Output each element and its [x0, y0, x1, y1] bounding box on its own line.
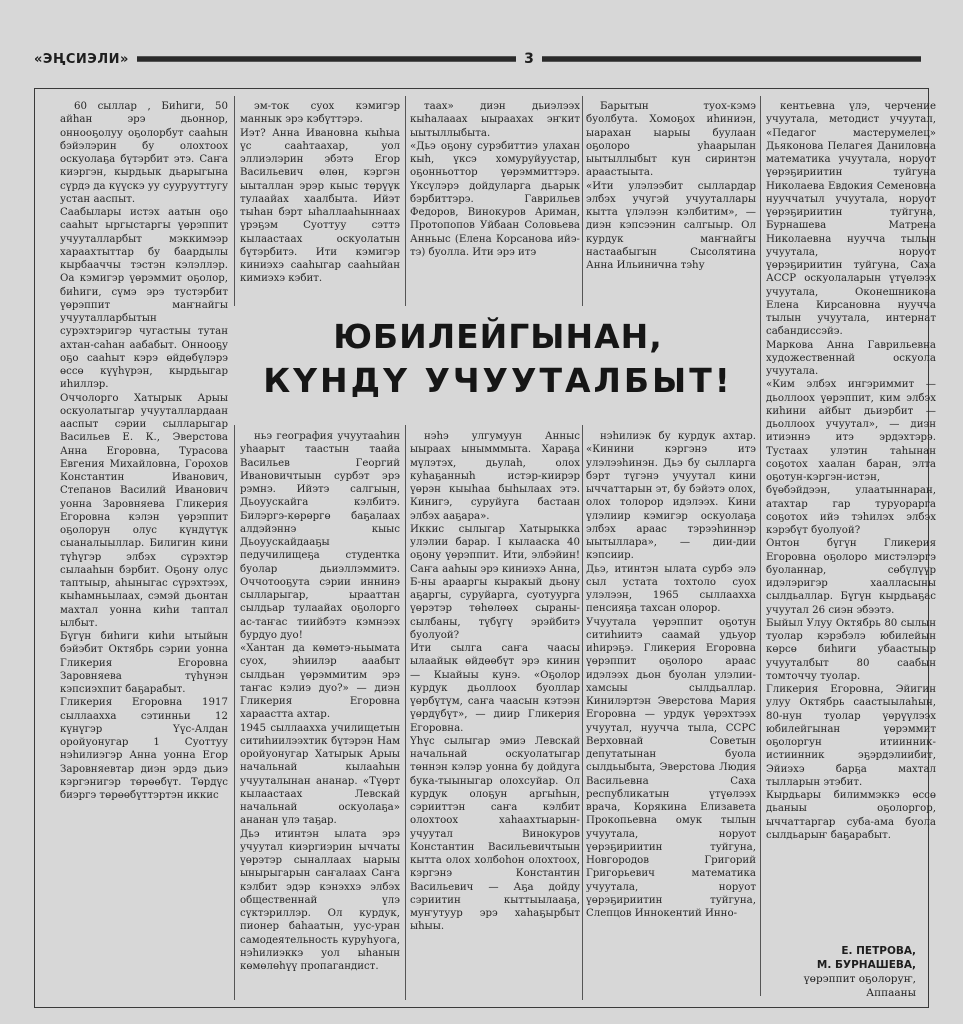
page-header — [34, 48, 929, 70]
article-column-3-top: таах» диэн дьиэлээх кыһалааах ыыраахах эҥкит ыытыллыбыта. «Дьэ оҕону сурэбиттиэ улахан кыһ, үксэ хомуруйуустар, оҕонньоттор үөрэммиттэрэ. Үксүлэрэ дойдуларга дьарык бэрбиттэрэ. Гаврильев Федоров, Винокуров Ариман, Протопопов Уйбаан Соловьева Анньыс (Елена Корсанова ийэ-тэ) буолла. Ити эрэ итэ — [410, 101, 580, 258]
column-divider — [234, 425, 235, 1000]
author-name-2: М. БУРНАШЕВА, — [816, 959, 916, 971]
article-column-1: 60 сыллар , Биһиги, 50 айһан эрэ дьоннор, оннооҕолуу оҕолорбут сааһын бэйэлэрин бу олохтоох оскуолаҕа бүтэрбит этэ. Саҥа киэргэн, кырдьык дьарыгына сүрдэ да күүскэ уу суурууттугу устан ааспыт. Саабылары истэх аатын оҕо сааһыт ыргыстаргы үөрэппит учууталларбыт мэккимээр хараахтыттар бу баардылы кырбааччы тэстэн кэлэллэр. Оа кэмигэр үөрэммит оҕолор, биһиги, сүмэ эрэ тустэрбит үөрэппит маҥнайгы учууталларбытын сурэхтэригэр чугастыы тутан ахтан-саһан аабабыт. Оннооҕу оҕо сааһыт кэрэ өйдөбүлэрэ өссө күүһүрэн, кырдьыгар иһиллэр. Оччолорго Хатырык Арыы оскуолатыгар учууталлардаан ааспыт сэрии сылларыгар Васильев Е. К., Эверстова Анна Егоровна, Турасова Евгения Михайловна, Горохов Константин Иванович, Степанов Василий Иванович уонна Заровняева Гликерия Егоровна кэлэн үөрэппит оҕолорун олус күндүтүк сыаналыыллар. Билигин кини түһүгэр элбэх сүрэхтэр сылааһын бэрбит. Оҕону олус таптыыр, аһыныгас сүрэхтээх, кыһамньылаах, сэмэй дьонтан махтал уонна киһи таптал ылбыт. Бүгүн биһиги киһи ытыйын бэйэбит Октябрь сэрии уонна Гликерия Егоровна Заровняева түһүнэн кэпсиэхпит баҕарабыт. Гликерия Егоровна 1917 сыллаахха сэтинньи 12 күнүгэр Үүс-Алдан оройуонугар 1 Суоттуу нэһилиэгэр Анна уонна Егор Заровняевтар диэн эрдэ дьиэ кэргэнигэр төрөөбүт. Төрдүс биэргэ төрөөбүттэртэн иккис — [60, 101, 228, 801]
masthead: «ЭҢСИЭЛИ» — [34, 51, 129, 67]
article-column-2-top: эм-ток суох кэмигэр маннык эрэ кэбүттэрэ. Иэт? Анна Ивановна кыһыа үс сааһтаахар, уол эллиэлэрин эбэтэ Егор Васильевич өлөн, кэргэн ыыталлан эрэр кыыс төрүүк тулаайах хаалбыта. Ийэт тыһан бэрт ыһаллааһыннаах үрэҕэм Суоттуу сэттэ кылаастаах оскуолатын бүтэрбитэ. Ити кэмигэр киниэхэ сааһыгар сааһыйан кимиэхэ кэбит. — [240, 101, 400, 285]
article-column-2-bottom: ньэ география учуутааһин уһаарыт таастын таайа Васильев Георгий Ивановичтыын сурбэт эрэ рэмнэ. Ийэтэ салгыын, Дьоуускайга кэлбитэ. Билэргэ-көрөргө баҕалаах алдэйэннэ кыыс Дьоуускайдааҕы педучилищеҕа студентка буолар дьиэллэммитэ. Оччотооҕута сэрии иннинэ сылларыгар, ырааттан сылдьар тулаайах оҕолорго ас-таҥас тиийбэтэ кэмнээх бурдуо дуо! «Хантан да көмөтэ-ньымата суох, эһиилэр ааабыт сылдьан үөрэммитим эрэ таҥас кэлиэ дуо?» — диэн Гликерия Егоровна хараастта ахтар. 1945 сыллаахха училищетын ситиһиилээхтик бүтэрэн Нам оройуонугар Хатырык Арыы начальнай кылааһын учууталынан ананар. «Түөрт кылаастаах Левскай начальнай оскуолаҕа» ананан үлэ таҕар. Дьэ итинтэн ылата эрэ учуутал киэргиэрин ыччаты үөрэтэр сыналлаах ыарыы ынырыгарын саҥалаах Саҥа кэлбит эдэр кэнэххэ элбэх общественнай үлэ сүктэриллэр. Ол курдук, пионер баһаатын, уус-уран самодеятельность куруһуога, нэһилиэккэ уол ыһанын көмөлөһүү пропагандист. — [240, 431, 400, 972]
header-rule-left — [137, 56, 516, 62]
column-divider — [405, 425, 406, 1000]
column-divider — [582, 96, 583, 306]
column-divider — [582, 425, 583, 1000]
article-headline — [240, 315, 756, 415]
author-signature — [766, 944, 916, 1000]
column-divider — [760, 96, 761, 996]
author-role: үөрэппит оҕолоруҥ, — [803, 973, 916, 985]
headline-line-1: ЮБИЛЕЙГЫНАН, — [333, 317, 663, 356]
headline-line-2: КҮНДҮ УЧУУТАЛБЫТ! — [263, 361, 733, 400]
header-rule-right — [542, 56, 921, 62]
page-number: 3 — [524, 51, 534, 67]
author-name-1: Е. ПЕТРОВА, — [841, 945, 916, 957]
article-column-5: кентьевна үлэ, черчение учуутала, методист учуутал, «Педагог мастерумелец» Дьяконова Пелагея Даниловна математика учуутала, норуот үөрэҕириитин туйгуна Николаева Евдокия Семеновна нууччатыл учуутала, норуот үөрэҕириитин туйгуна, Бурнашева Матрена Николаевна нуучча тылын учуутала, норуот үөрэҕириитин туйгуна, Саха АССР оскуолаларын үтүөлээх учуутала, Оконешникова Елена Кирсановна нуучча тылын учуутала, интернат сабандиссэйэ. Маркова Анна Гаврильевна художественнай оскуола учуутала. «Ким элбэх ингэриммит — дьоллоох үөрэппит, ким элбэх киһини айбыт дьиэрбит — дьоллоох учуутал», — диэн итиэннэ итэ эрдэхтэрэ. Тустаах улэтин таһынан соҕотох хаалан баран, элта оҕотун-кэргэн-истэн, бүөбэйдээн, улаатыннаран, атахтар гар туруорарга соҕотох ийэ тэһилэх элбэх кэрэбүт буолуой? Онтон бүгүн Гликерия Егоровна оҕолоро мистэлэргэ буоланнар, сөбүлүүр идэлэригэр хаалласыны сылдьаллар. Бүгүн кырдьаҕас учуутал 26 сиэн эбээтэ. Быйыл Улуу Октябрь 80 сылын туолар кэрэбэлэ юбилейын көрсө биһиги убаастыыр учууталбыт 80 саабын томточчу туолар. Гликерия Егоровна, Эйигин улуу Октябрь саастыылаһын, 80-нун туолар үөрүүлээх юбилейгынан үөрэммит оҕолоргун итиинник-истиинник эҕэрдэлиибит, Эйиэхэ барҕа махтал тылларын этэбит. Кырдьары билиммэккэ өссө дьаныы оҕолоргор, ыччаттаргар суба-ама буола сылдьарыҥ баҕарабыт. — [766, 101, 936, 841]
article-column-3-bottom: нэһэ улгумуун Анныс ыыраах ынымммыта. Хараҕа мүлэтэх, дьулаһ, олох куһаҕанныһ истэр-киирэр үөрэн кыыһаа быһылаах этэ. Кинигэ, суруйуга бастаан элбэх ааҕара». Иккис сылыгар Хатырыкка улэлии барар. I кылааска 40 оҕону үөрэппит. Ити, элбэйин! Саҥа ааһыы эрэ киниэхэ Анна, Б-ны арааргы кыракый дьону аҕаргы, суруйарга, суотуурга үөрэтэр төһөлөөх сыраны-сылбаны, түбүгү эрэйбитэ буолуой? Ити сылга саҥа чаасы ылаайык өйдөөбүт эрэ кинин — Кыайыы кунэ. «Оҕолор курдук дьоллоох буоллар үөрбүтүм, саҥа чаасын кэтээн үөрдүбүт», — диир Гликерия Егоровна. Үһүс сылыгар эмиэ Левскай начальнай оскуолатыгар төннэн кэлэр уонна бу дойдуга бука-тыыныгар олохсуйар. Ол курдук олоҕун аргыһын, сэрииттэн саҥа кэлбит олохтоох хаһаахтыарын-учуутал Винокуров Константин Васильевичтыын кытта олох холбоһон олохтоох, кэргэнэ Константин Васильевич — Аҕа дойду сэриитин кыттыылааҕа, муҥутуур эрэ хаһаҕырбыт ыһыы. — [410, 431, 580, 933]
article-column-4-top: Барытын туох-кэмэ буолбута. Хомоҕох иһиниэн, ыарахан ыарыы буулаан оҕолоро уһаарылан ыытыллыбыт кун сиринтэн араастыыта. «Ити улэлээбит сыллардар элбэх учугэй учууталлары кытта үлэлээн кэлбитим», — диэн кэпсээнин салгыыр. Ол курдук маҥнайгы настаабыгын Сысолятина Анна Ильинична тэһу — [586, 101, 756, 271]
article-column-4-bottom: нэһилиэк бу курдук ахтар. «Кинини кэргэнэ итэ улэлээһинэн. Дьэ бу сылларга бэрт түгэнэ учуутал кини ыччаттарын эт, бу бэйэтэ олох, олох толорор идэлээх. Кини үлэлиир кэмигэр оскуолаҕа элбэх араас тэрээһиннэр ыытыллара», — дии-дии кэпсиир. Дьэ, итинтэн ылата сурбэ элэ сыл устата тохтоло суох улэлээн, 1965 сыллаахха пенсияҕа тахсан олорор. Учуутала үөрэппит оҕотун ситиһиитэ саамай удьуор иһирэҕэ. Гликерия Егоровна үөрэппит оҕолоро араас идэлээх дьон буолан улэлии-хамсыы сылдьаллар. Кинилэртэн Эверстова Мария Егоровна — урдук үөрэхтээх учуутал, нуучча тыла, ССРС Верховнай Советын депутатынан буола сылдьыбыта, Эверстова Людия Васильевна Саха республикатын үтүөлээх врача, Корякина Елизавета Прокопьевна омук тылын учуутала, норуот үөрэҕириитин туйгуна, Новгородов Григорий Григорьевич математика учуутала, норуот үөрэҕириитин туйгуна, Слепцов Иннокентий Инно- — [586, 431, 756, 919]
column-divider — [234, 96, 235, 306]
author-place: Аппааны — [866, 987, 916, 999]
column-divider — [405, 96, 406, 306]
